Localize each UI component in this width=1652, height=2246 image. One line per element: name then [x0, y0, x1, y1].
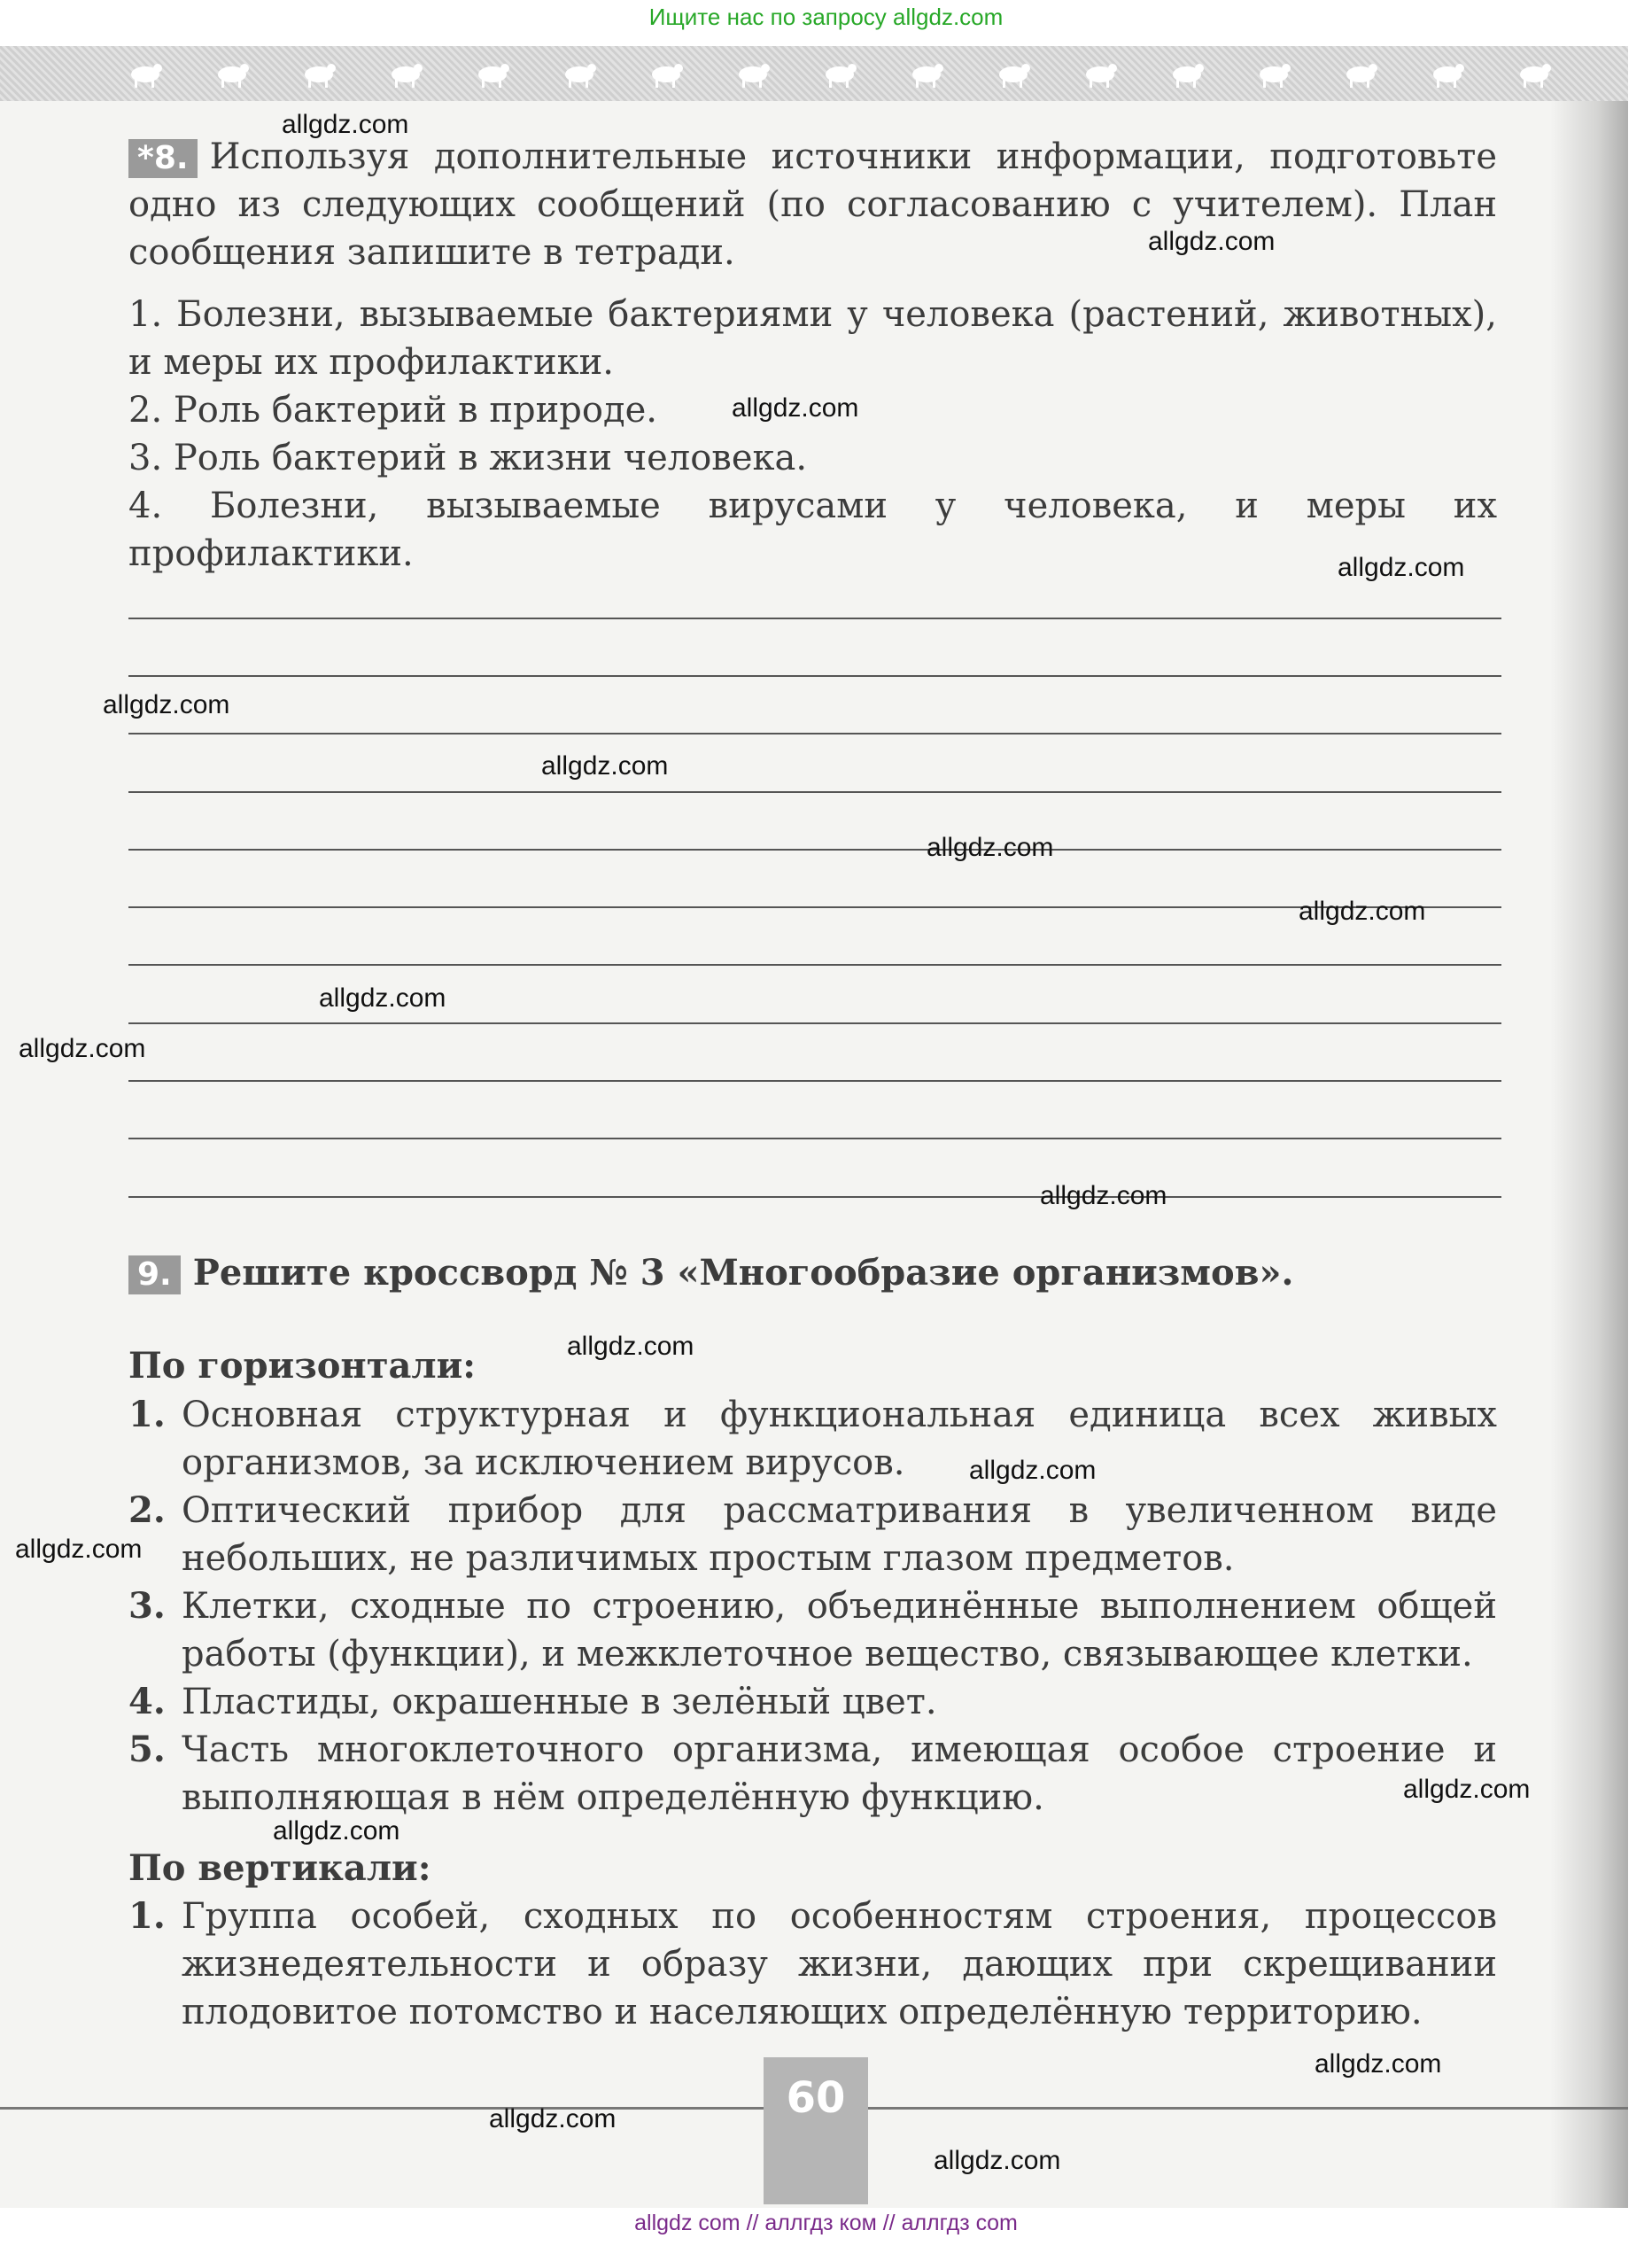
task8-item-2: 2. Роль бактерий в природе.	[128, 390, 658, 431]
deer-icon	[645, 55, 687, 90]
watermark[interactable]: allgdz.com	[934, 2146, 1061, 2175]
bull-icon	[1253, 55, 1295, 90]
answer-line[interactable]	[128, 791, 1501, 793]
task8-intro-text: Используя дополнительные источники информации, подготовьте одно из следующих сообщений (по согласованию с учителем). План сообщения запишите в тетради.	[128, 136, 1497, 273]
task8-number: *8.	[128, 139, 198, 178]
scorpion-icon	[298, 55, 340, 90]
answer-line[interactable]	[128, 849, 1501, 851]
buffalo-icon	[124, 55, 167, 90]
whale-icon	[558, 55, 601, 90]
clue-number: 2.	[128, 1489, 166, 1531]
task8-item-3: 3. Роль бактерий в жизни человека.	[128, 438, 808, 478]
beetle-icon	[732, 55, 774, 90]
clue-number: 1.	[128, 1895, 166, 1937]
watermark[interactable]: allgdz.com	[282, 110, 409, 139]
watermark[interactable]: allgdz.com	[1148, 227, 1276, 256]
butterfly-icon	[1513, 55, 1555, 90]
page-number: 60	[786, 2073, 846, 2123]
watermark[interactable]: allgdz.com	[732, 393, 859, 423]
task8-item-1: 1. Болезни, вызываемые бактериями у человека (растений, животных), и меры их профилактики.	[128, 294, 1497, 383]
watermark[interactable]: allgdz.com	[103, 690, 230, 719]
answer-line[interactable]	[128, 1138, 1501, 1139]
watermark[interactable]: allgdz.com	[927, 833, 1054, 862]
watermark[interactable]: allgdz.com	[319, 983, 446, 1013]
answer-line[interactable]	[128, 964, 1501, 966]
horizontal-clue-5-text: Часть многоклеточного организма, имеющая особое строение и выполняющая в нём определённую функцию.	[182, 1729, 1497, 1818]
clue-number: 1.	[128, 1394, 166, 1435]
watermark[interactable]: allgdz.com	[19, 1034, 146, 1063]
bottom-links[interactable]: allgdz com // аллгдз ком // аллгдз com	[634, 2211, 1018, 2235]
vertical-clue-1-text: Группа особей, сходных по особенностям строения, процессов жизнедеятельности и образу жизни, дающих при скрещивании плодовитое потомство и населяющих определённую территорию.	[182, 1896, 1497, 2032]
bird-icon	[992, 55, 1035, 90]
horizontal-clue-2-text: Оптический прибор для рассматривания в увеличенном виде небольших, не различимых простым глазом предметов.	[182, 1490, 1497, 1579]
answer-line[interactable]	[128, 1080, 1501, 1082]
watermark[interactable]: allgdz.com	[567, 1332, 694, 1361]
task8-item-4: 4. Болезни, вызываемые вирусами у человека, и меры их профилактики.	[128, 486, 1497, 574]
watermark[interactable]: allgdz.com	[541, 751, 669, 781]
task9-title-text: Решите кроссворд № 3 «Многообразие организмов».	[192, 1252, 1294, 1294]
watermark[interactable]: allgdz.com	[15, 1535, 143, 1564]
watermark[interactable]: allgdz.com	[1315, 2049, 1442, 2079]
lion-icon	[1339, 55, 1382, 90]
bird-icon	[471, 55, 514, 90]
lizard-icon	[1166, 55, 1208, 90]
answer-line[interactable]	[128, 675, 1501, 677]
butterfly-icon	[1079, 55, 1121, 90]
page-fold-shadow	[1550, 46, 1628, 2208]
clue-number: 5.	[128, 1729, 166, 1770]
watermark[interactable]: allgdz.com	[1040, 1181, 1167, 1210]
watermark[interactable]: allgdz.com	[273, 1816, 400, 1846]
vertical-heading: По вертикали:	[128, 1847, 431, 1889]
horizontal-clue-4-text: Пластиды, окрашенные в зелёный цвет.	[182, 1682, 937, 1722]
horse-icon	[384, 55, 427, 90]
clue-number: 4.	[128, 1681, 166, 1722]
top-search-link[interactable]: Ищите нас по запросу allgdz.com	[648, 4, 1004, 30]
watermark[interactable]: allgdz.com	[1299, 897, 1426, 926]
watermark[interactable]: allgdz.com	[1403, 1775, 1531, 1804]
answer-line[interactable]	[128, 618, 1501, 619]
task9-title	[128, 1249, 1497, 1297]
answer-line[interactable]	[128, 1196, 1501, 1198]
answer-line[interactable]	[128, 906, 1501, 908]
watermark[interactable]: allgdz.com	[1338, 553, 1465, 582]
horizontal-clue-3-text: Клетки, сходные по строению, объединённые выполнением общей работы (функции), и межклеточное вещество, связывающее клетки.	[182, 1586, 1497, 1675]
fish-icon	[905, 55, 948, 90]
horizontal-clue-1-text: Основная структурная и функциональная единица всех живых организмов, за исключением вирусов.	[182, 1395, 1497, 1483]
bird-icon	[1426, 55, 1469, 90]
task8-intro	[128, 133, 1497, 276]
answer-line[interactable]	[128, 733, 1501, 734]
butterfly-icon	[211, 55, 253, 90]
answer-line[interactable]	[128, 1022, 1501, 1024]
clue-number: 3.	[128, 1585, 166, 1627]
watermark[interactable]: allgdz.com	[969, 1456, 1097, 1485]
task9-number: 9.	[128, 1255, 181, 1294]
horizontal-heading: По горизонтали:	[128, 1345, 477, 1387]
dog-icon	[818, 55, 861, 90]
watermark[interactable]: allgdz.com	[489, 2104, 617, 2133]
